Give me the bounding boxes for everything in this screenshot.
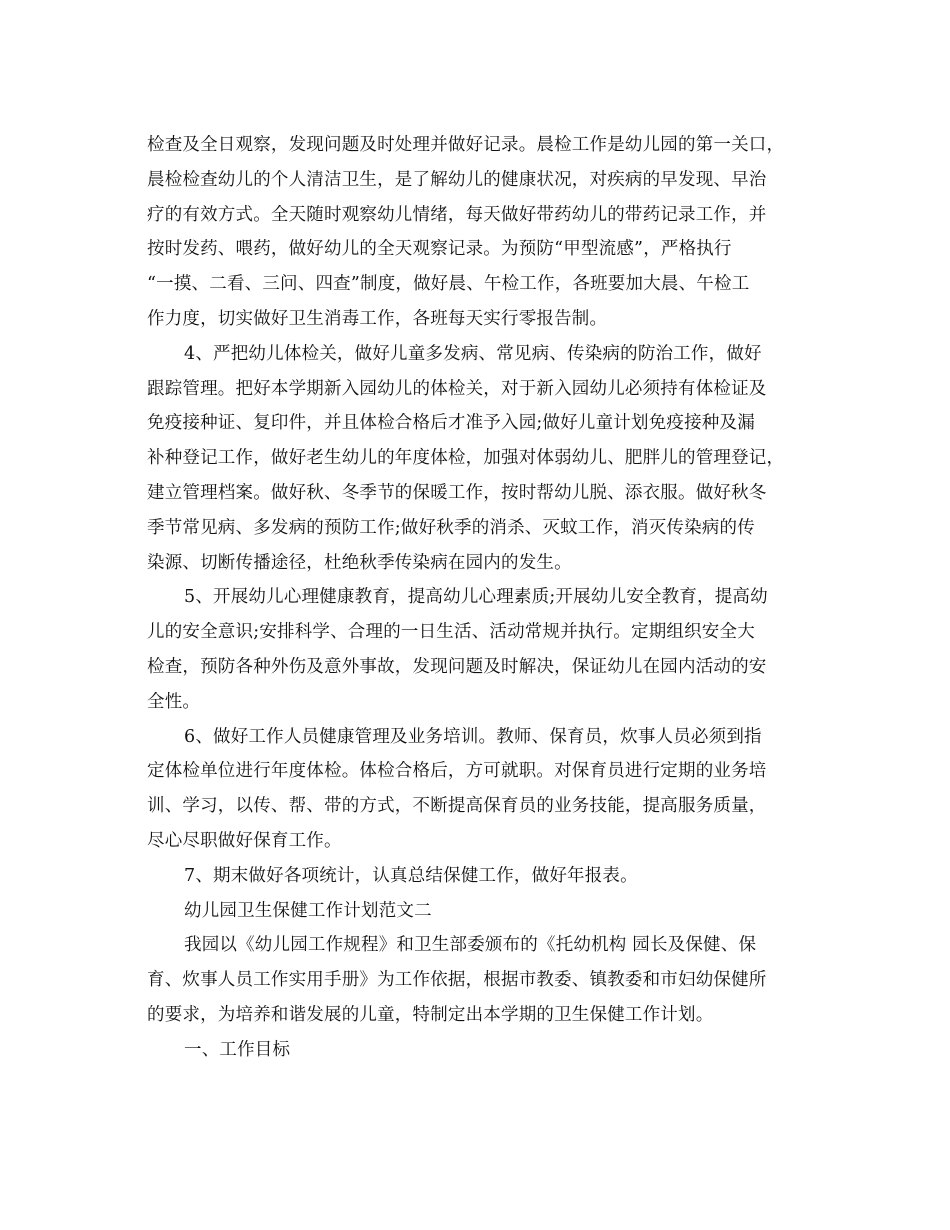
text-line: 补种登记工作，做好老生幼儿的年度体检，加强对体弱幼儿、肥胖儿的管理登记， xyxy=(147,448,785,469)
text-line: 全性。 xyxy=(147,691,201,712)
text-line: 我园以《幼儿园工作规程》和卫生部委颁布的《托幼机构 园长及保健、保 xyxy=(184,935,757,956)
document-body xyxy=(147,128,811,1068)
text-line: 检查，预防各种外伤及意外事故，发现问题及时解决，保证幼儿在园内活动的安 xyxy=(147,656,767,677)
text-line: 检查及全日观察，发现问题及时处理并做好记录。晨检工作是幼儿园的第一关口， xyxy=(147,135,785,155)
text-line: 5、开展幼儿心理健康教育，提高幼儿心理素质;开展幼儿安全教育，提高幼 xyxy=(184,587,768,608)
text-line: 晨检检查幼儿的个人清洁卫生，是了解幼儿的健康状况，对疾病的早发现、早治 xyxy=(147,169,767,190)
text-line: 跟踪管理。把好本学期新入园幼儿的体检关，对于新入园幼儿必须持有体检证及 xyxy=(147,378,767,399)
text-line: 染源、切断传播途径，杜绝秋季传染病在园内的发生。 xyxy=(147,552,572,573)
text-line: 育、炊事人员工作实用手册》为工作依据，根据市教委、镇教委和市妇幼保健所 xyxy=(147,970,767,991)
text-line: 7、期末做好各项统计，认真总结保健工作，做好年报表。 xyxy=(184,865,638,886)
text-line: 建立管理档案。做好秋、冬季节的保暖工作，按时帮幼儿脱、添衣服。做好秋冬 xyxy=(147,482,767,503)
text-line: 儿的安全意识;安排科学、合理的一日生活、活动常规并执行。定期组织安全大 xyxy=(147,622,755,643)
text-line: 6、做好工作人员健康管理及业务培训。教师、保育员，炊事人员必须到指 xyxy=(184,726,762,747)
text-line: 4、严把幼儿体检关，做好儿童多发病、常见病、传染病的防治工作，做好 xyxy=(184,343,762,364)
text-line: 的要求，为培养和谐发展的儿童，特制定出本学期的卫生保健工作计划。 xyxy=(147,1004,714,1025)
text-line: “一摸、二看、三问、四查”制度，做好晨、午检工作，各班要加大晨、午检工 xyxy=(147,274,750,295)
text-line: 疗的有效方式。全天随时观察幼儿情绪，每天做好带药幼儿的带药记录工作，并 xyxy=(147,204,767,225)
text-line: 定体检单位进行年度体检。体检合格后，方可就职。对保育员进行定期的业务培 xyxy=(147,761,767,782)
text-line: 一、工作目标 xyxy=(184,1039,291,1060)
text-line: 免疫接种证、复印件，并且体检合格后才准予入园;做好儿童计划免疫接种及漏 xyxy=(147,413,755,434)
text-line: 作力度，切实做好卫生消毒工作，各班每天实行零报告制。 xyxy=(147,308,608,329)
text-line: 季节常见病、多发病的预防工作;做好秋季的消杀、灭蚊工作，消灭传染病的传 xyxy=(147,517,755,538)
text-line: 幼儿园卫生保健工作计划范文二 xyxy=(184,900,432,921)
text-line: 尽心尽职做好保育工作。 xyxy=(147,830,342,851)
text-line: 训、学习，以传、帮、带的方式，不断提高保育员的业务技能，提高服务质量， xyxy=(147,796,767,817)
text-line: 按时发药、喂药，做好幼儿的全天观察记录。为预防“甲型流感”，严格执行 xyxy=(147,239,732,260)
